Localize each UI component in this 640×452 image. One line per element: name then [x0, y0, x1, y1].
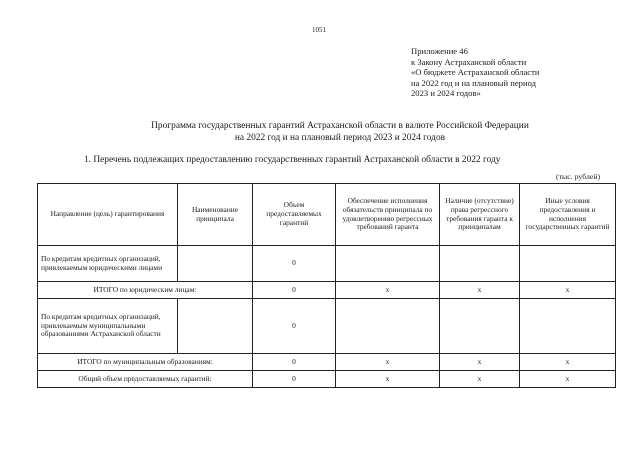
section-title: 1. Перечень подлежащих предоставлению государственных гарантий Астраханской области в 2022 году: [84, 155, 501, 165]
cell-security: [336, 299, 440, 354]
header-other-conditions: Иные условия предоставления и исполнения государственных гарантий: [520, 184, 616, 246]
table-row: [38, 299, 616, 354]
cell-security: [336, 246, 440, 282]
cell-other: [520, 246, 616, 282]
total-other: x: [520, 282, 616, 299]
guarantees-table: [37, 183, 616, 388]
table-header-row: [38, 184, 616, 246]
total-volume: 0: [253, 354, 336, 371]
cell-volume: 0: [253, 246, 336, 282]
appendix-line: к Закону Астраханской области: [411, 56, 527, 67]
appendix-line: 2023 и 2024 годов»: [411, 88, 481, 99]
total-row-legal: [38, 282, 616, 299]
cell-regress: [440, 299, 520, 354]
total-regress: x: [440, 371, 520, 388]
total-security: x: [336, 282, 440, 299]
total-row-municipal: [38, 354, 616, 371]
unit-note: (тыс. рублей): [556, 172, 601, 181]
total-security: x: [336, 354, 440, 371]
total-label: ИТОГО по юридическим лицам:: [38, 282, 253, 299]
total-label: ИТОГО по муниципальным образованиям:: [38, 354, 253, 371]
header-direction: Направление (цель) гарантирования: [38, 184, 178, 246]
total-other: x: [520, 371, 616, 388]
cell-volume: 0: [253, 299, 336, 354]
cell-direction: По кредитам кредитных организаций, привлекаемым юридическими лицами: [38, 246, 178, 282]
program-title-line: Программа государственных гарантий Астраханской области в валюте Российской Федерации: [151, 121, 529, 131]
cell-other: [520, 299, 616, 354]
header-principal: Наименование принципала: [178, 184, 253, 246]
total-label: Общий объем предоставляемых гарантий:: [38, 371, 253, 388]
appendix-line: на 2022 год и на плановый период: [411, 77, 536, 88]
program-title: [60, 120, 620, 144]
cell-regress: [440, 246, 520, 282]
appendix-line: «О бюджете Астраханской области: [411, 67, 540, 78]
header-security: Обеспечение исполнения обязательств принципала по удовлетворению регрессных требований гаранта: [336, 184, 440, 246]
grand-total-row: [38, 371, 616, 388]
header-volume: Объем предоставляемых гарантий: [253, 184, 336, 246]
total-volume: 0: [253, 371, 336, 388]
total-regress: x: [440, 354, 520, 371]
program-title-line: на 2022 год и на плановый период 2023 и 2024 годов: [234, 133, 446, 143]
cell-principal: [178, 299, 253, 354]
table-row: [38, 246, 616, 282]
header-regress: Наличие (отсутствие) права регрессного требования гаранта к принципалам: [440, 184, 520, 246]
cell-direction: По кредитам кредитных организаций, привлекаемым муниципальными образованиями Астраханской области: [38, 299, 178, 354]
cell-principal: [178, 246, 253, 282]
total-regress: x: [440, 282, 520, 299]
total-volume: 0: [253, 282, 336, 299]
page-number: 1051: [312, 26, 326, 34]
appendix-line: Приложение 46: [411, 46, 468, 56]
total-other: x: [520, 354, 616, 371]
total-security: x: [336, 371, 440, 388]
appendix-header: [411, 46, 539, 99]
